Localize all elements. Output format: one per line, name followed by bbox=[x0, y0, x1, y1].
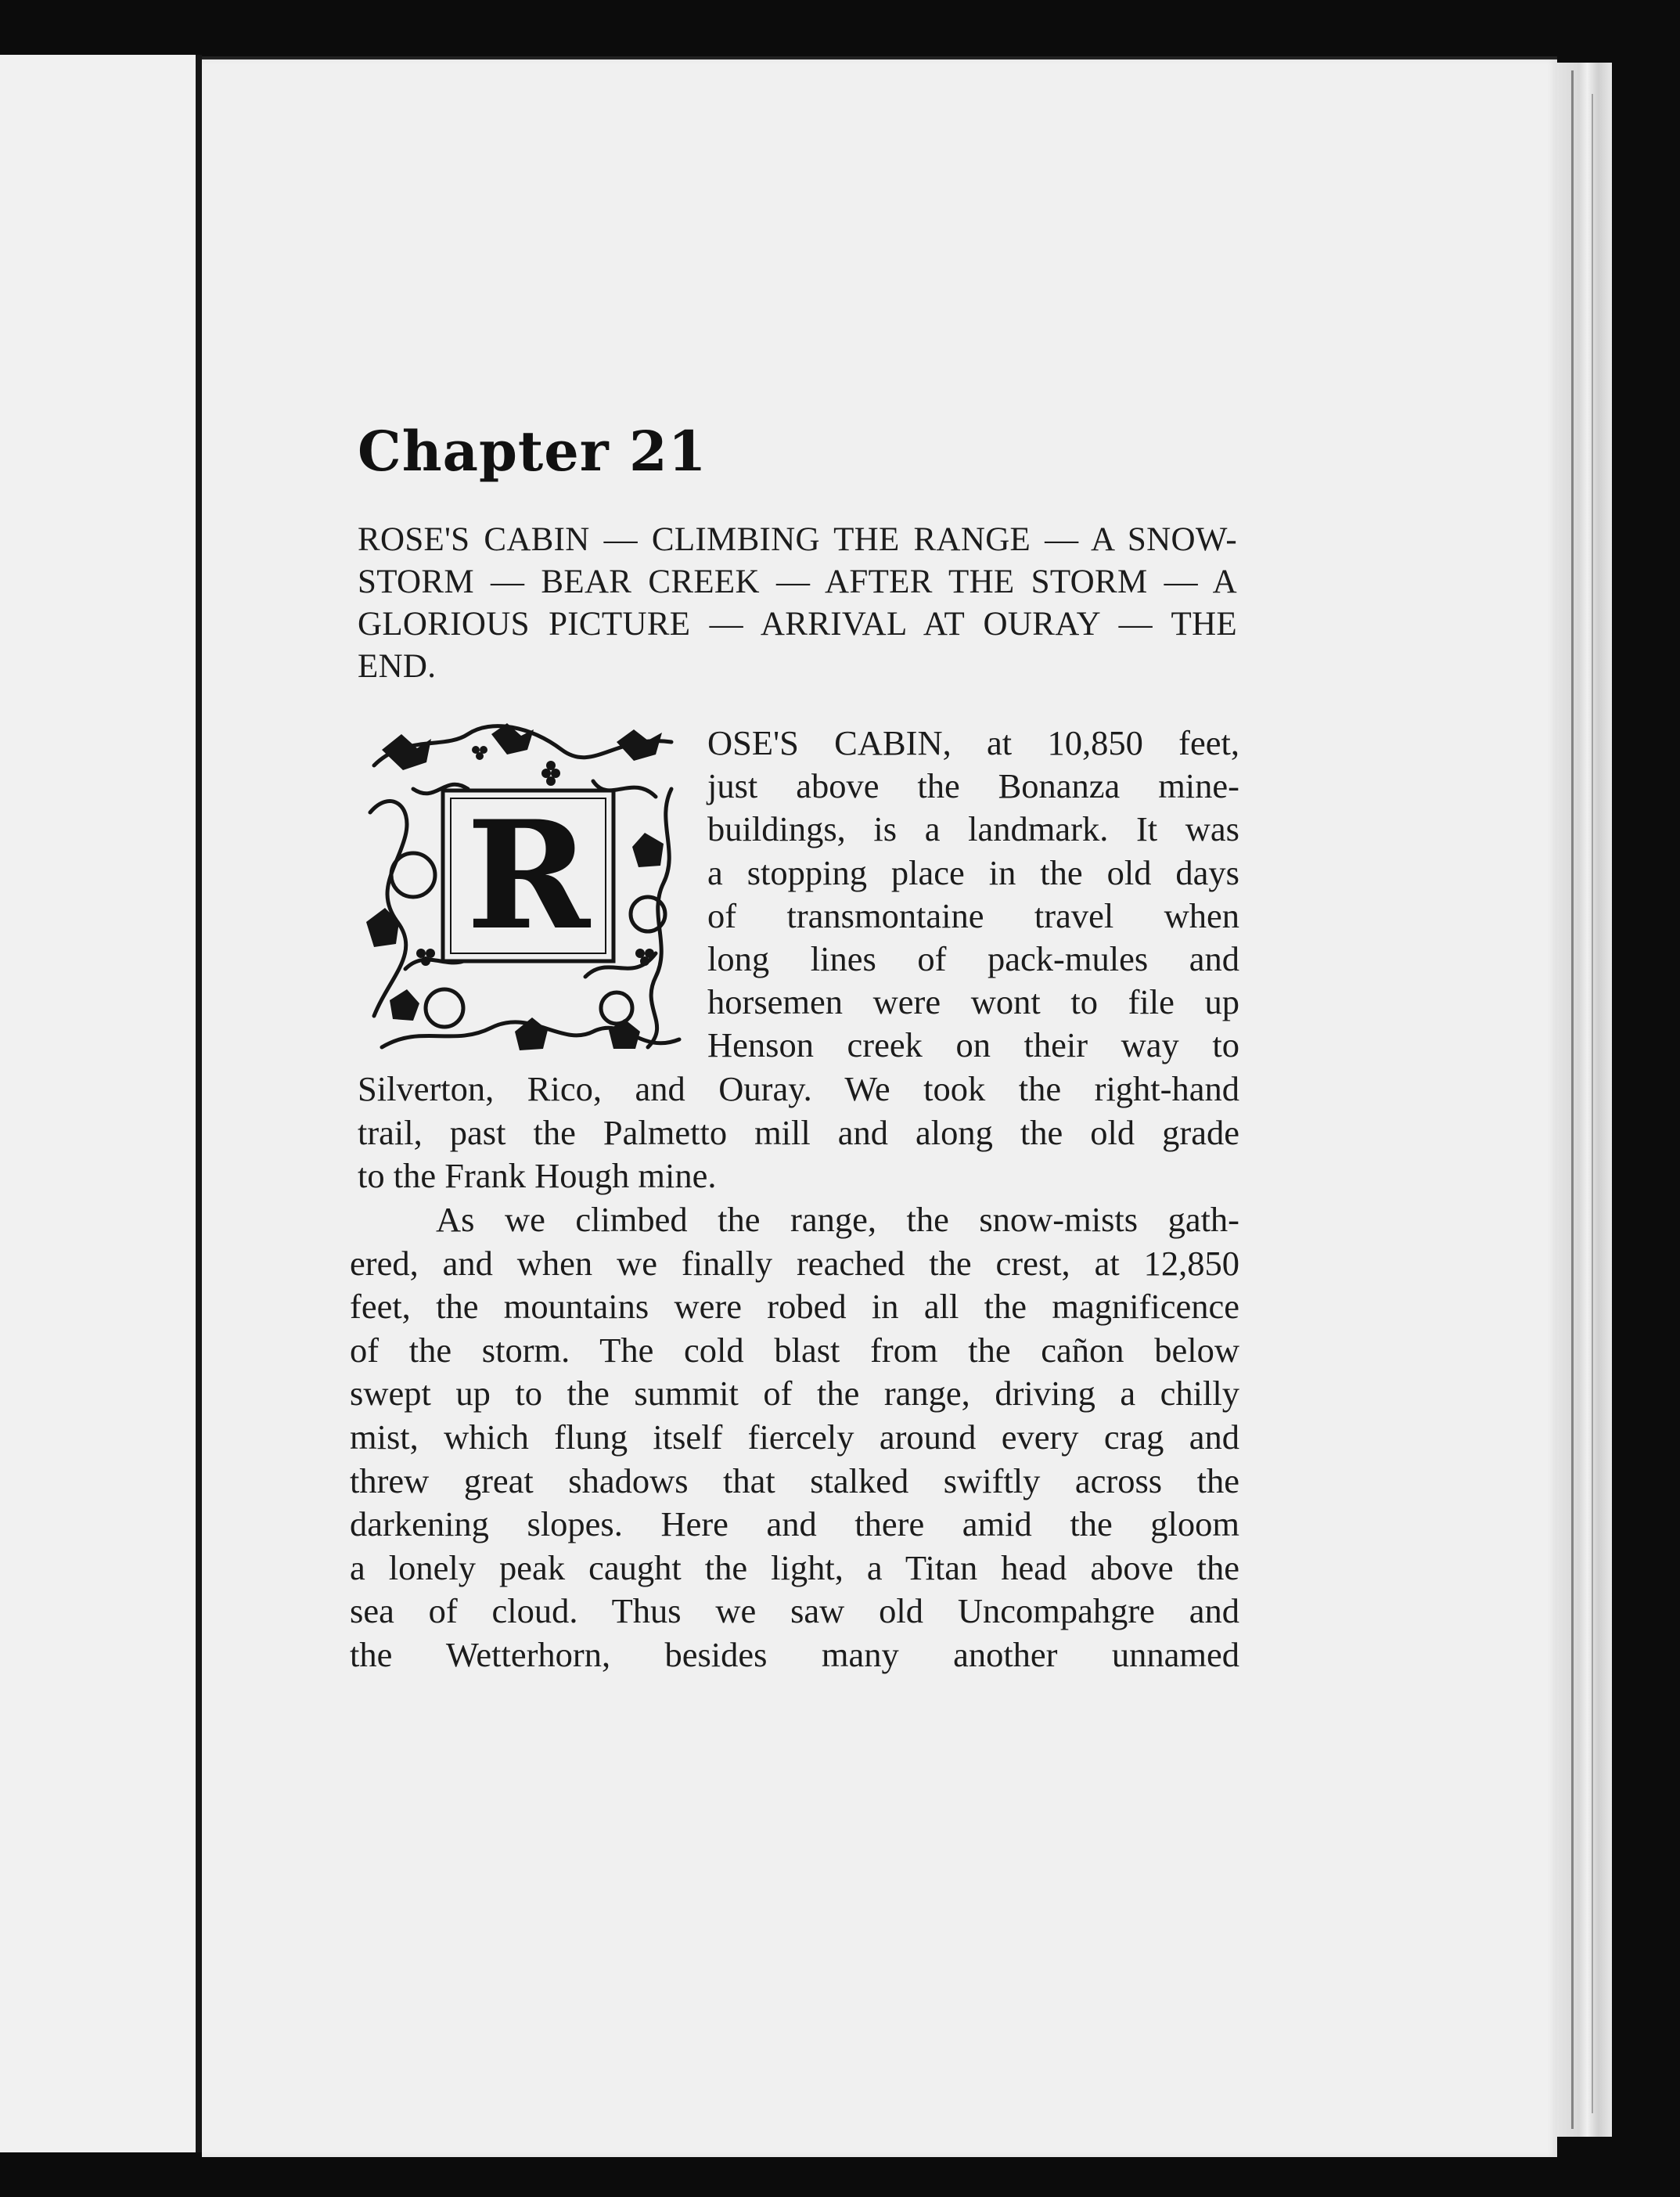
text-line: sea of cloud. Thus we saw old Uncompahgre and bbox=[350, 1591, 1239, 1631]
text-line: long lines of pack-mules and bbox=[707, 939, 1239, 979]
left-page-edge bbox=[0, 55, 197, 2152]
chapter-summary: ROSE'S CABIN — CLIMBING THE RANGE — A SNOW-STORM — BEAR CREEK — AFTER THE STORM — A GLORIOUS PICTURE — ARRIVAL AT OURAY — THE END. bbox=[358, 521, 1237, 685]
page-stack-line-inner bbox=[1592, 94, 1593, 2113]
text-line: of the storm. The cold blast from the cañon below bbox=[350, 1330, 1239, 1370]
text-line: trail, past the Palmetto mill and along the old grade bbox=[358, 1112, 1239, 1152]
paragraph-1-below-cap bbox=[358, 1068, 1239, 1198]
page-stack-edge bbox=[1557, 63, 1612, 2137]
book-gutter bbox=[196, 55, 202, 2152]
text-line: darkening slopes. Here and there amid the gloom bbox=[350, 1504, 1239, 1544]
drop-cap-letter: R bbox=[466, 788, 590, 963]
text-line: to the Frank Hough mine. bbox=[358, 1156, 717, 1196]
text-line: threw great shadows that stalked swiftly across the bbox=[350, 1460, 1239, 1500]
text-line: OSE'S CABIN, at 10,850 feet, bbox=[707, 723, 1239, 762]
text-line: a lonely peak caught the light, a Titan head above the bbox=[350, 1547, 1239, 1587]
text-line: ered, and when we finally reached the crest, at 12,850 bbox=[350, 1243, 1239, 1283]
text-line: Henson creek on their way to bbox=[707, 1025, 1239, 1065]
text-line: Silverton, Rico, and Ouray. We took the right-hand bbox=[358, 1069, 1239, 1108]
paragraph-1-beside-cap bbox=[707, 722, 1239, 1068]
text-line: swept up to the summit of the range, driving a chilly bbox=[350, 1374, 1239, 1414]
text-line: feet, the mountains were robed in all the magnificence bbox=[350, 1287, 1239, 1327]
text-line: As we climbed the range, the snow-mists gath- bbox=[436, 1200, 1239, 1239]
text-line: the Wetterhorn, besides many another unnamed bbox=[350, 1634, 1239, 1674]
chapter-title: Chapter 21 bbox=[358, 419, 707, 484]
paragraph-2 bbox=[350, 1198, 1239, 1677]
text-line: buildings, is a landmark. It was bbox=[707, 809, 1239, 849]
page-stack-line bbox=[1571, 70, 1574, 2129]
text-line: a stopping place in the old days bbox=[707, 852, 1239, 892]
text-line: horsemen were wont to file up bbox=[707, 982, 1239, 1022]
text-line: mist, which flung itself fiercely around every crag and bbox=[350, 1417, 1239, 1457]
text-line: of transmontaine travel when bbox=[707, 895, 1239, 935]
text-line: just above the Bonanza mine- bbox=[707, 766, 1239, 806]
